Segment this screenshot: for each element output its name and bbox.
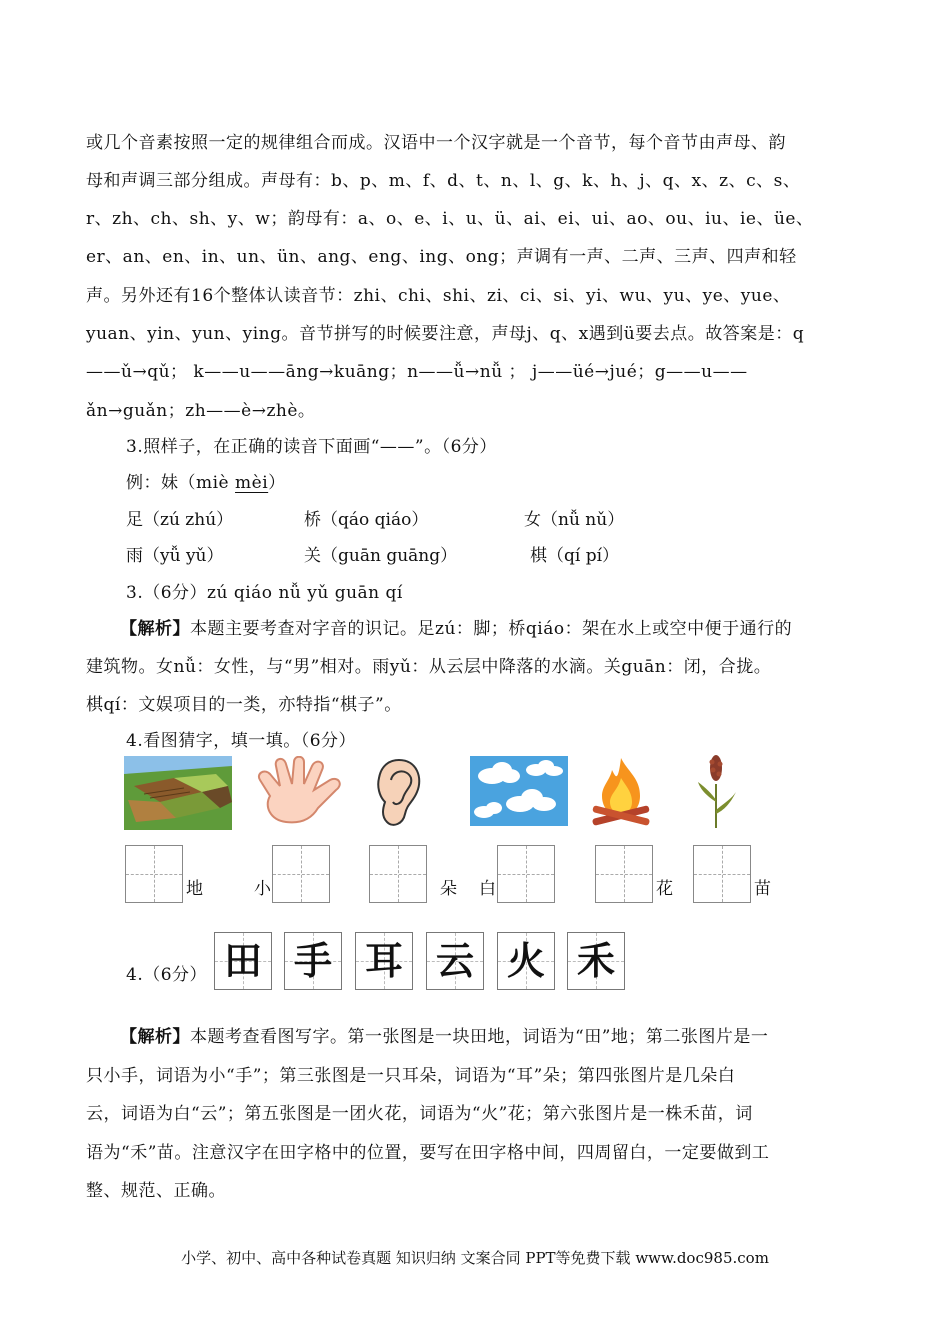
millet-image — [694, 754, 738, 828]
tianzige-box[interactable] — [272, 845, 330, 903]
answer-char — [214, 932, 272, 990]
tianzige-box[interactable] — [497, 845, 555, 903]
intro-line-7: ——ǔ→qǔ； k——u——āng→kuāng；n——ǚ→nǚ ； j——üé→jué；g——u—— — [86, 362, 748, 382]
answer-text: 火 — [506, 938, 545, 983]
q3-title: 3.照样子，在正确的读音下面画“——”。（6分） — [126, 437, 497, 457]
q4-analysis-line-5: 整、规范、正确。 — [86, 1181, 226, 1201]
q3-analysis-line-2: 建筑物。女nǚ：女性，与“男”相对。雨yǔ：从云层中降落的水滴。关guān：闭，合拢。 — [86, 657, 772, 677]
answer-text: 云 — [435, 938, 474, 983]
page-footer: 小学、初中、高中各种试卷真题 知识归纳 文案合同 PPT等免费下载 www.doc985.com — [181, 1249, 769, 1267]
q3-option: 棋（qí pí） — [530, 546, 620, 566]
example-prefix: 例：妹（miè — [126, 473, 236, 493]
analysis-label: 【解析】 — [120, 619, 190, 639]
fire-image — [586, 756, 656, 830]
q3-answer: 3.（6分）zú qiáo nǚ yǔ guān qí — [126, 583, 403, 603]
tianzige-box[interactable] — [595, 845, 653, 903]
q3-option: 足（zú zhú） — [126, 510, 234, 530]
answer-text: 禾 — [576, 938, 615, 983]
ear-image — [373, 756, 425, 830]
word-di: 地 — [186, 879, 203, 899]
q3-analysis-line-1 — [120, 614, 792, 639]
q4-analysis-line-4: 语为“禾”苗。注意汉字在田字格中的位置，要写在田字格中间，四周留白，一定要做到工 — [86, 1143, 770, 1163]
intro-line-4: er、an、en、in、un、ün、ang、eng、ing、ong；声调有一声、二声、三声、四声和轻 — [86, 247, 797, 267]
q4-analysis-line-1 — [120, 1022, 768, 1047]
example-suffix: ） — [268, 473, 286, 493]
answer-text: 耳 — [364, 938, 403, 983]
intro-line-6: yuan、yin、yun、ying。音节拼写的时候要注意，声母j、q、x遇到ü要去点。故答案是：q — [86, 324, 805, 344]
analysis-text: 本题主要考查对字音的识记。足zú：脚；桥qiáo：架在水上或空中便于通行的 — [190, 619, 793, 639]
tianzige-box[interactable] — [693, 845, 751, 903]
q4-analysis-line-2: 只小手，词语为小“手”；第三张图是一只耳朵，词语为“耳”朵；第四张图片是几朵白 — [86, 1066, 736, 1086]
answer-char — [355, 932, 413, 990]
tianzige-box[interactable] — [125, 845, 183, 903]
word-bai: 白 — [479, 879, 496, 899]
word-hua: 花 — [656, 879, 673, 899]
answer-char — [426, 932, 484, 990]
q4-title: 4.看图猜字，填一填。（6分） — [126, 731, 357, 751]
word-xiao: 小 — [254, 879, 271, 899]
field-image — [124, 756, 232, 830]
word-duo: 朵 — [440, 879, 457, 899]
word-miao: 苗 — [754, 879, 771, 899]
answer-char — [567, 932, 625, 990]
intro-line-8: ǎn→guǎn；zh——è→zhè。 — [86, 401, 316, 421]
answer-char — [497, 932, 555, 990]
q3-option: 关（guān guāng） — [304, 546, 458, 566]
example-answer: mèi — [235, 473, 269, 493]
q4-answer-label: 4.（6分） — [126, 965, 208, 985]
tianzige-box[interactable] — [369, 845, 427, 903]
q3-option: 雨（yǚ yǔ） — [126, 546, 224, 566]
q3-option: 女（nǚ nǔ） — [524, 510, 625, 530]
intro-line-2: 母和声调三部分组成。声母有：b、p、m、f、d、t、n、l、g、k、h、j、q、x、z、c、s、 — [86, 171, 801, 191]
hand-image — [256, 756, 348, 830]
analysis-text: 本题考查看图写字。第一张图是一块田地，词语为“田”地；第二张图片是一 — [190, 1027, 769, 1047]
q3-example — [126, 468, 286, 493]
answer-char — [284, 932, 342, 990]
q3-option: 桥（qáo qiáo） — [304, 510, 429, 530]
answer-text: 手 — [293, 938, 332, 983]
q3-analysis-line-3: 棋qí：文娱项目的一类，亦特指“棋子”。 — [86, 695, 402, 715]
clouds-image — [470, 756, 568, 826]
intro-line-5: 声。另外还有16个整体认读音节：zhi、chi、shi、zi、ci、si、yi、wu、yu、ye、yue、 — [86, 286, 791, 306]
intro-line-3: r、zh、ch、sh、y、w；韵母有：a、o、e、i、u、ü、ai、ei、ui、ao、ou、iu、ie、üe、 — [86, 209, 814, 229]
analysis-label: 【解析】 — [120, 1027, 190, 1047]
answer-text: 田 — [223, 938, 262, 983]
q4-analysis-line-3: 云，词语为白“云”；第五张图是一团火花，词语为“火”花；第六张图片是一株禾苗，词 — [86, 1104, 753, 1124]
intro-line-1: 或几个音素按照一定的规律组合而成。汉语中一个汉字就是一个音节，每个音节由声母、韵 — [86, 133, 786, 153]
